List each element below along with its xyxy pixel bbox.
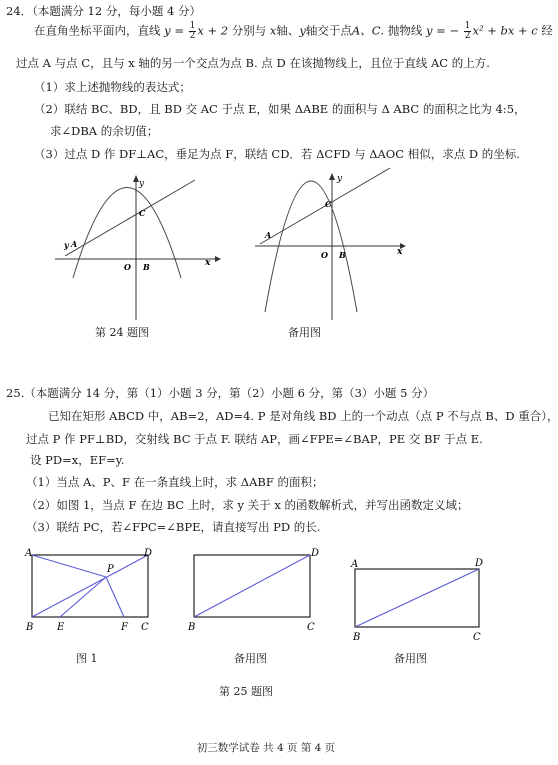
- q24-l1a: 在直角坐标平面内，直线: [34, 23, 161, 38]
- segment-pe: [60, 577, 106, 617]
- label-c: C: [325, 199, 332, 209]
- label-d: D: [144, 548, 153, 559]
- label-d: D: [475, 558, 484, 569]
- label-c: C: [307, 622, 315, 633]
- label-b: B: [339, 250, 346, 260]
- label-x: x: [205, 258, 211, 268]
- label-c: C: [139, 208, 146, 218]
- q24-eq2: = −: [436, 23, 460, 38]
- q24-l1d: 轴交于点: [305, 23, 352, 38]
- q24-x-axis: x: [269, 23, 277, 38]
- label-c: C: [473, 632, 481, 643]
- label-d: D: [311, 548, 320, 559]
- label-y: y: [139, 179, 145, 189]
- q25-figure-1: [22, 545, 162, 640]
- label-a: A: [71, 239, 78, 249]
- q24-l1c: 轴、: [276, 23, 300, 38]
- q24-l1e: . 抛物线: [380, 23, 423, 38]
- q24-l1f: 经: [541, 23, 553, 38]
- line-ac: [65, 180, 195, 256]
- q24-y-axis: y: [299, 23, 306, 38]
- label-c: C: [141, 622, 149, 633]
- q24-frac-half: $\frac{1}{2}$: [189, 21, 196, 41]
- q24-backup-caption: 备用图: [288, 326, 321, 339]
- x-axis-arrow-icon: [215, 256, 221, 262]
- label-b: B: [188, 622, 196, 633]
- q24-line1: [34, 22, 553, 41]
- label-b: B: [353, 632, 361, 643]
- segment-pf: [106, 577, 124, 617]
- q25-figure-1-caption: 图 1: [76, 652, 98, 665]
- q24-y2: y: [425, 23, 433, 38]
- q24-eq: =: [174, 23, 184, 38]
- label-o: O: [321, 250, 328, 260]
- label-b: B: [143, 262, 150, 272]
- diagonal-bd: [355, 569, 479, 627]
- label-a: A: [351, 559, 359, 570]
- label-e: E: [57, 622, 65, 633]
- q25-part2: （2）如图 1，当点 F 在边 BC 上时，求 y 关于 x 的函数解析式，并写出函数定义域；: [26, 498, 469, 512]
- label-p: P: [107, 564, 114, 575]
- label-x: x: [397, 247, 403, 257]
- q25-part1: （1）当点 A、P、F 在一条直线上时，求 ΔABF 的面积；: [26, 475, 324, 489]
- q25-backup-figure-1: [184, 545, 324, 640]
- page-footer: 初三数学试卷 共 4 页 第 4 页: [196, 742, 336, 754]
- q24-part2b: 求∠DBA 的余切值；: [50, 124, 159, 138]
- q24-part3: （3）过点 D 作 DF⊥AC，垂足为点 F，联结 CD．若 ΔCFD 与 ΔAOC 相似，求点 D 的坐标.: [34, 147, 520, 161]
- q24-x-plus-2: x + 2: [197, 23, 229, 38]
- diagonal-bd: [32, 555, 148, 617]
- q24-y1: y: [164, 23, 171, 38]
- label-o: O: [124, 262, 131, 272]
- q24-figure-caption: 第 24 题图: [95, 326, 149, 339]
- q25-main-caption: 第 25 题图: [219, 685, 273, 698]
- q24-frac-half-2: $\frac{1}{2}$: [464, 21, 471, 41]
- label-y: y: [337, 174, 343, 184]
- q24-figure: [55, 170, 225, 325]
- q24-backup-figure: [255, 170, 425, 325]
- y-axis-arrow-icon: [329, 173, 335, 180]
- q25-part3: （3）联结 PC，若∠FPC=∠BPE，请直接写出 PD 的长.: [26, 520, 321, 534]
- q24-header: 24．（本题满分 12 分，每小题 4 分）: [6, 4, 201, 18]
- q25-backup-caption-1: 备用图: [234, 652, 267, 665]
- q25-backup-caption-2: 备用图: [394, 652, 427, 665]
- label-a: A: [265, 230, 272, 240]
- label-y: y: [64, 240, 69, 250]
- q25-backup-figure-2: [345, 550, 495, 645]
- q25-header: 25.（本题满分 14 分，第（1）小题 3 分，第（2）小题 6 分，第（3）小题 5 分）: [6, 386, 435, 400]
- label-b: B: [26, 622, 34, 633]
- q25-line2: 过点 P 作 PF⊥BD，交射线 BC 于点 F. 联结 AP，画∠FPE=∠BAP，PE 交 BF 于点 E.: [26, 432, 483, 446]
- q25-line3: 设 PD=x，EF=y.: [30, 453, 125, 467]
- q24-part1: （1）求上述抛物线的表达式；: [34, 80, 191, 94]
- q25-line1: 已知在矩形 ABCD 中，AB=2，AD=4. P 是对角线 BD 上的一个动点（点 P 不与点 B、D 重合），: [48, 409, 558, 423]
- q24-line2: 过点 A 与点 C，且与 x 轴的另一个交点为点 B. 点 D 在该抛物线上，且位于直线 AC 的上方.: [16, 56, 490, 70]
- label-a: A: [25, 548, 33, 559]
- label-f: F: [121, 622, 128, 633]
- q24-l1b: 分别与: [231, 23, 267, 38]
- q24-part2a: （2）联结 BC、BD，且 BD 交 AC 于点 E，如果 ΔABE 的面积与 Δ ABC 的面积之比为 4:5，: [34, 102, 526, 116]
- q24-pts-ac: A、C: [351, 23, 381, 38]
- diagonal-bd: [194, 555, 310, 617]
- q24-x2-expr: x² + bx + c: [472, 23, 538, 38]
- segment-ap: [32, 555, 106, 577]
